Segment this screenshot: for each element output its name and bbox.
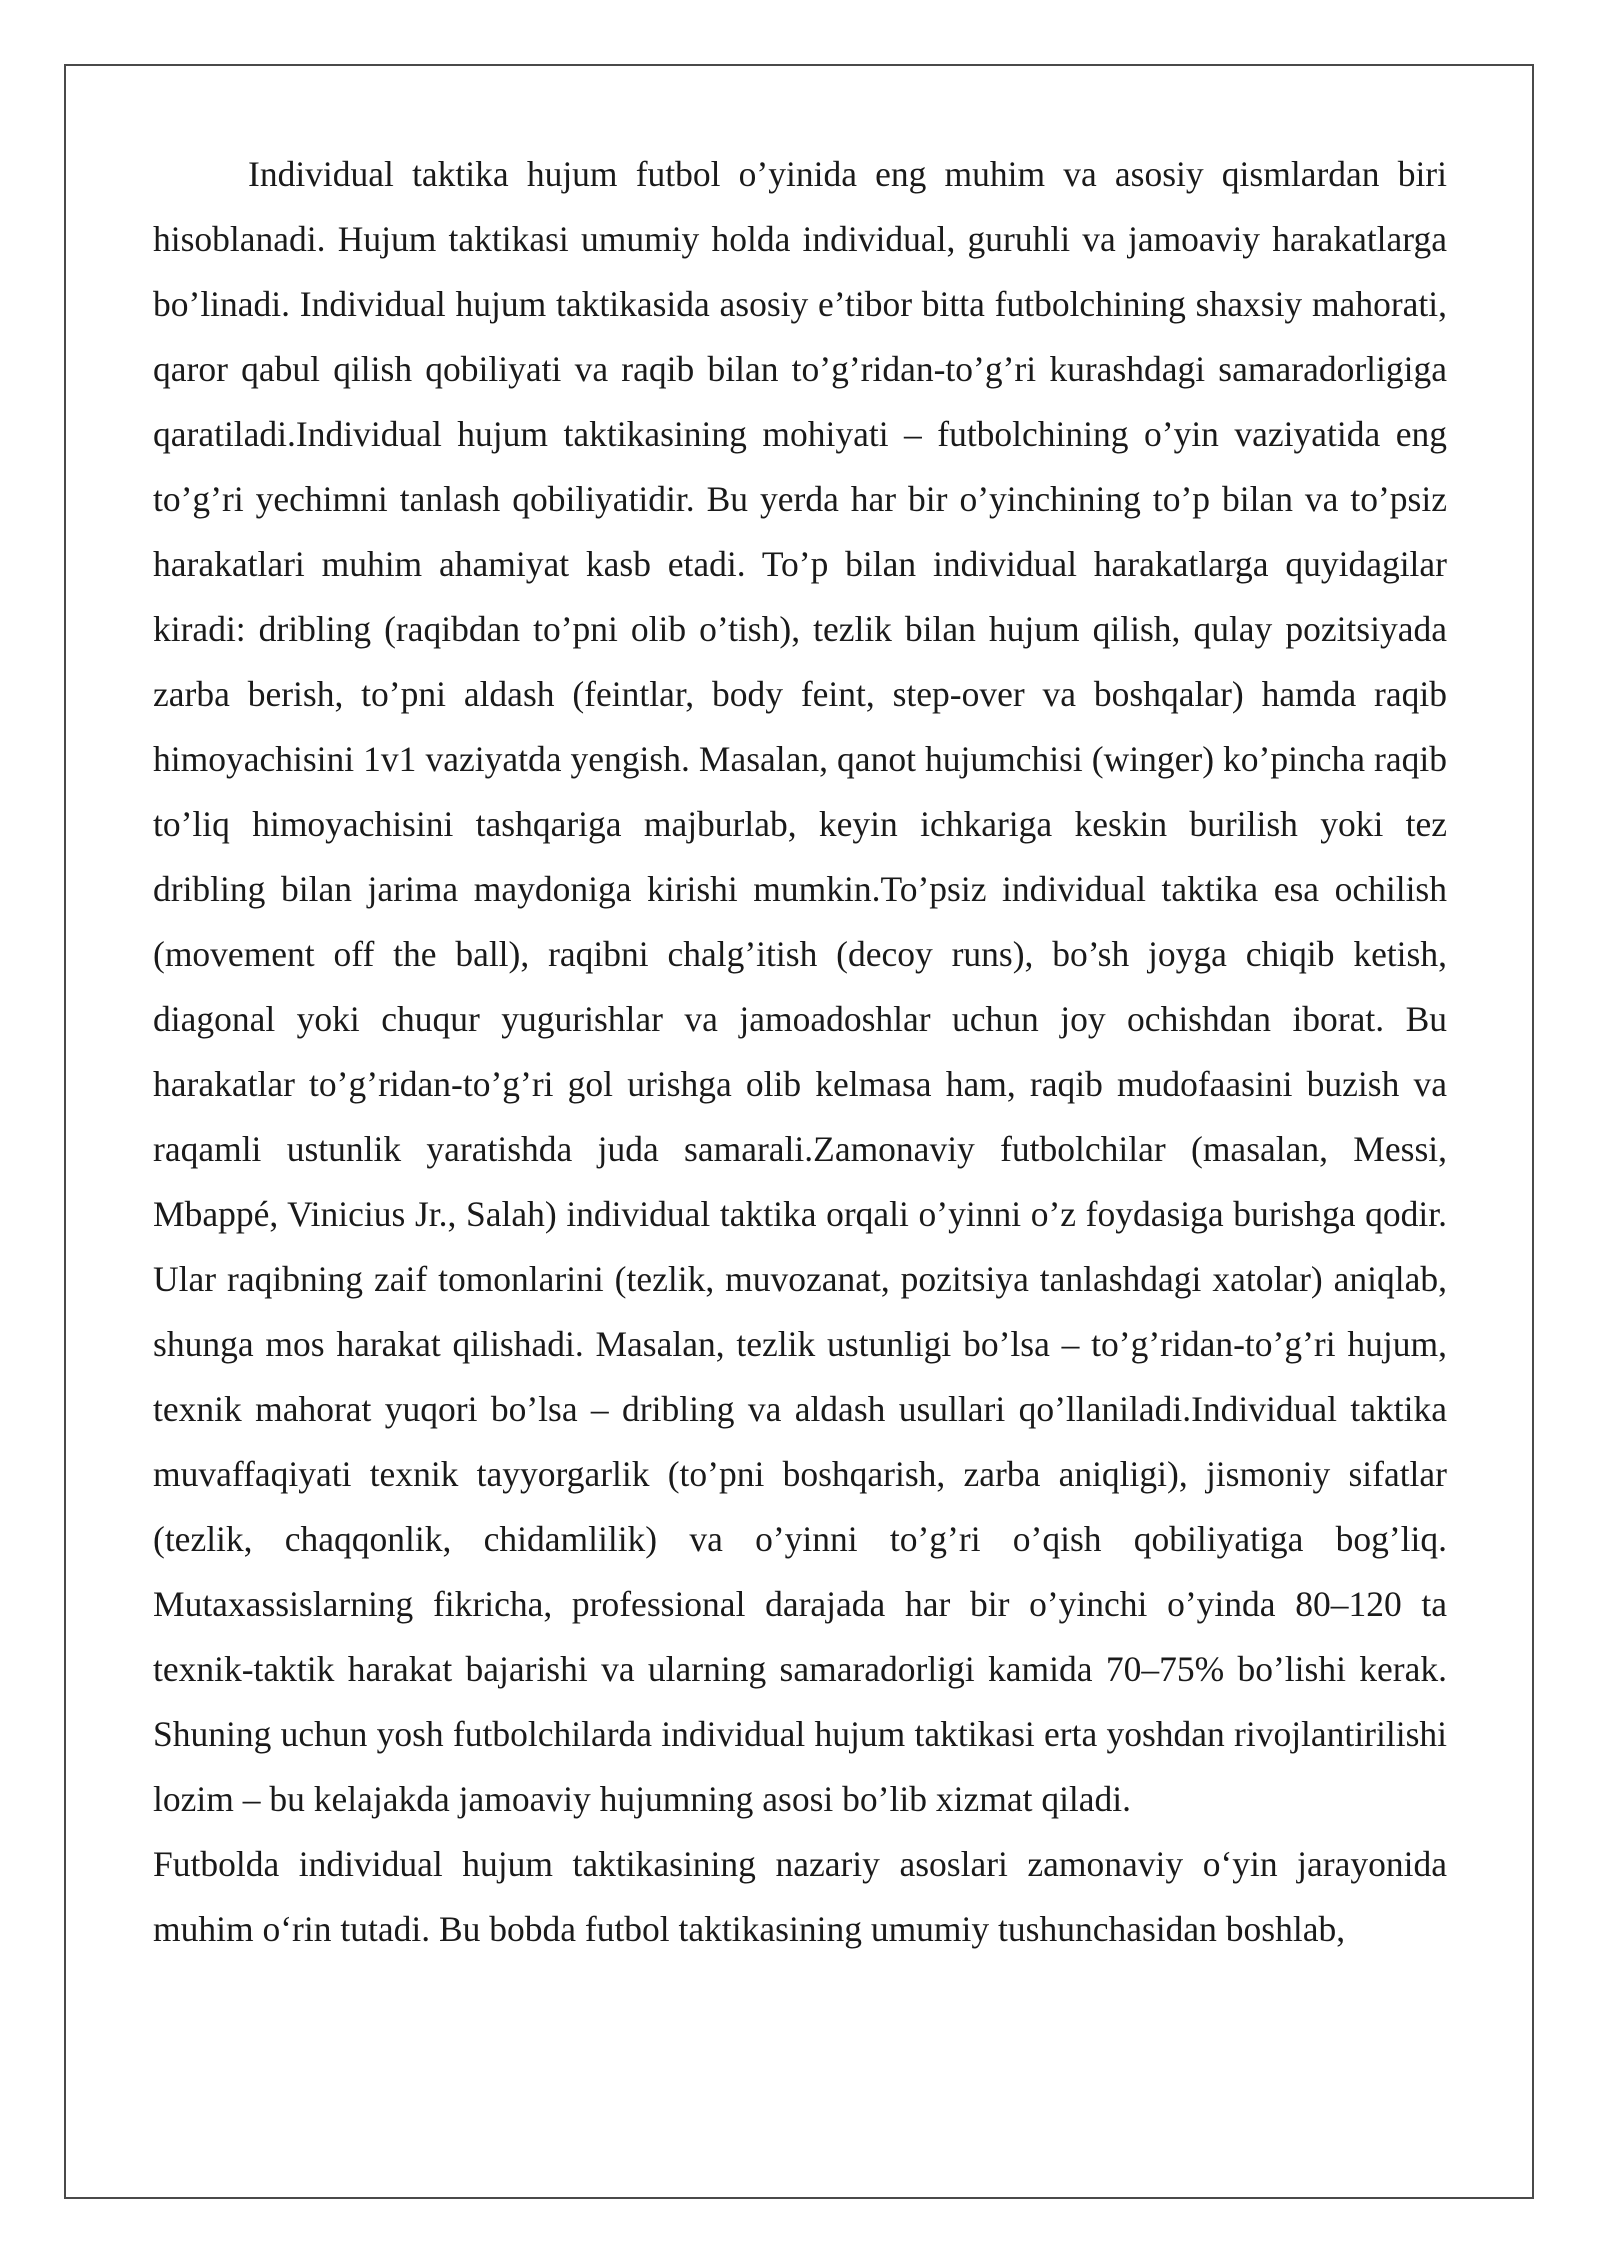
paragraph-2: Futbolda individual hujum taktikasining nazariy asoslari zamonaviy oʻyin jarayonida muhim oʻrin tutadi. Bu bobda futbol taktikasining umumiy tushunchasidan boshlab, <box>153 1844 1447 1949</box>
paragraph-1: Individual taktika hujum futbol o’yinida eng muhim va asosiy qismlardan biri hisoblanadi. Hujum taktikasi umumiy holda individual, guruhli va jamoaviy harakatlarga bo’linadi. Individual hujum taktikasida asosiy e’tibor bitta futbolchining shaxsiy mahorati, qaror qabul qilish qobiliyati va raqib bilan to’g’ridan-to’g’ri kurashdagi samaradorligiga qaratiladi.Individual hujum taktikasining mohiyati – futbolchining o’yin vaziyatida eng to’g’ri yechimni tanlash qobiliyatidir. Bu yerda har bir o’yinchining to’p bilan va to’psiz harakatlari muhim ahamiyat kasb etadi. To’p bilan individual harakatlarga quyidagilar kiradi: dribling (raqibdan to’pni olib o’tish), tezlik bilan hujum qilish, qulay pozitsiyada zarba berish, to’pni aldash (feintlar, body feint, step-over va boshqalar) hamda raqib himoyachisini 1v1 vaziyatda yengish. Masalan, qanot hujumchisi (winger) ko’pincha raqib to’liq himoyachisini tashqariga majburlab, keyin ichkariga keskin burilish yoki tez dribling bilan jarima maydoniga kirishi mumkin.To’psiz individual taktika esa ochilish (movement off the ball), raqibni chalg’itish (decoy runs), bo’sh joyga chiqib ketish, diagonal yoki chuqur yugurishlar va jamoadoshlar uchun joy ochishdan iborat. Bu harakatlar to’g’ridan-to’g’ri gol urishga olib kelmasa ham, raqib mudofaasini buzish va raqamli ustunlik yaratishda juda samarali.Zamonaviy futbolchilar (masalan, Messi, Mbappé, Vinicius Jr., Salah) individual taktika orqali o’yinni o’z foydasiga burishga qodir. Ular raqibning zaif tomonlarini (tezlik, muvozanat, pozitsiya tanlashdagi xatolar) aniqlab, shunga mos harakat qilishadi. Masalan, tezlik ustunligi bo’lsa – to’g’ridan-to’g’ri hujum, texnik mahorat yuqori bo’lsa – dribling va aldash usullari qo’llaniladi.Individual taktika muvaffaqiyati texnik tayyorgarlik (to’pni boshqarish, zarba aniqligi), jismoniy sifatlar (tezlik, chaqqonlik, chidamlilik) va o’yinni to’g’ri o’qish qobiliyatiga bog’liq. Mutaxassislarning fikricha, professional darajada har bir o’yinchi o’yinda 80–120 ta texnik-taktik harakat bajarishi va ularning samaradorligi kamida 70–75% bo’lishi kerak. Shuning uchun yosh futbolchilarda individual hujum taktikasi erta yoshdan rivojlantirilishi lozim – bu kelajakda jamoaviy hujumning asosi bo’lib xizmat qiladi. <box>153 154 1447 1819</box>
document-body <box>153 142 1447 1962</box>
